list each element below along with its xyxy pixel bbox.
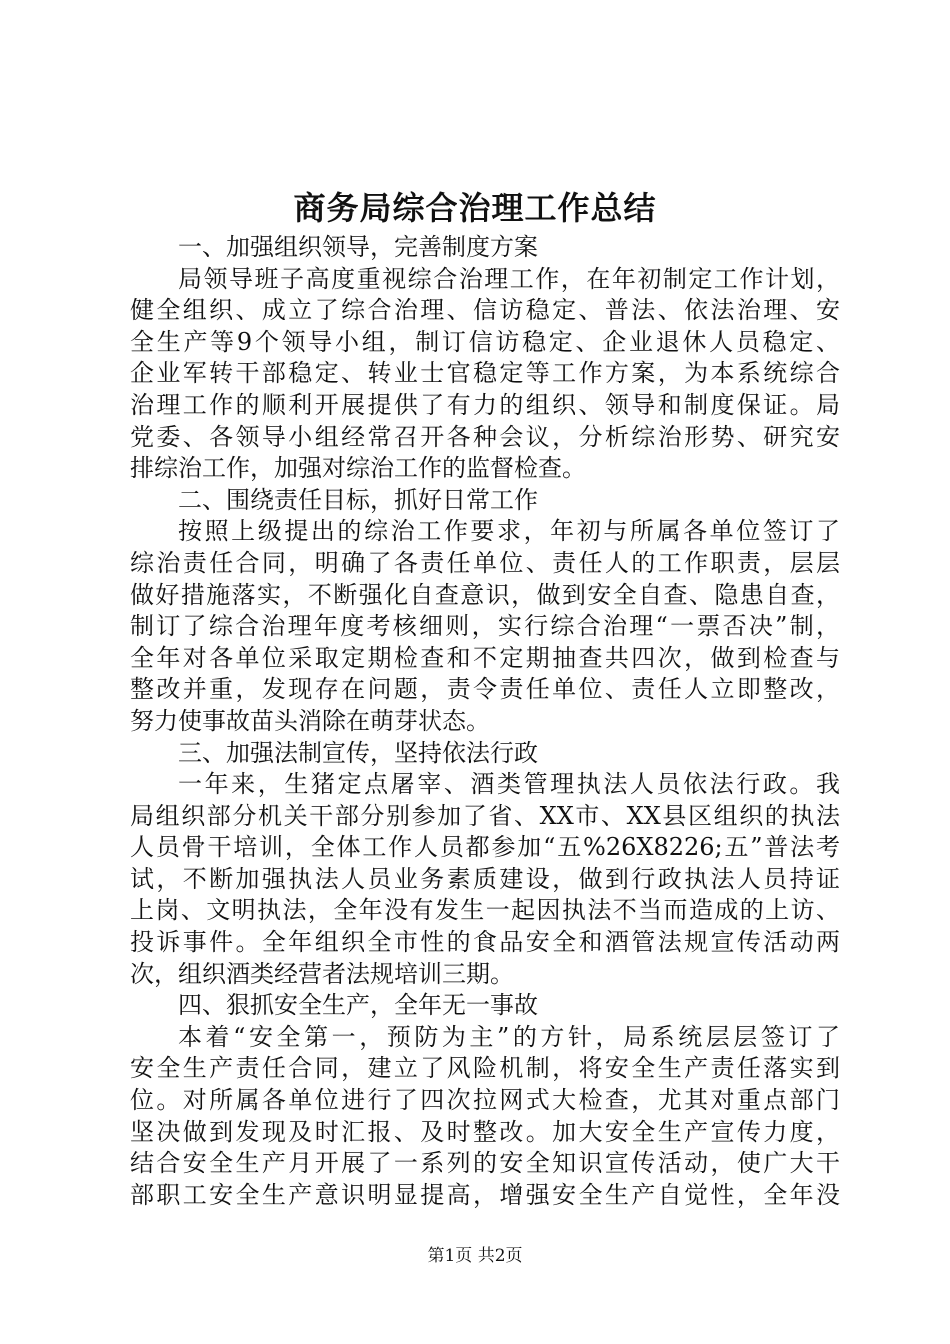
paragraph-line: 制订了综合治理年度考核细则，实行综合治理“一票否决”制， bbox=[130, 612, 840, 641]
paragraph-line: 位。对所属各单位进行了四次拉网式大检查，尤其对重点部门 bbox=[130, 1086, 840, 1115]
paragraph-line: 本着“安全第一，预防为主”的方针，局系统层层签订了 bbox=[178, 1022, 840, 1051]
section-heading: 二、围绕责任目标，抓好日常工作 bbox=[178, 485, 538, 514]
paragraph-line: 局领导班子高度重视综合治理工作，在年初制定工作计划， bbox=[178, 264, 840, 293]
document-title: 商务局综合治理工作总结 bbox=[293, 189, 657, 227]
paragraph-line: 全年对各单位采取定期检查和不定期抽查共四次，做到检查与 bbox=[130, 643, 840, 672]
paragraph-line: 结合安全生产月开展了一系列的安全知识宣传活动，使广大干 bbox=[130, 1149, 840, 1178]
paragraph-line: 党委、各领导小组经常召开各种会议，分析综治形势、研究安 bbox=[130, 422, 840, 451]
page-footer: 第1页 共2页 bbox=[427, 1246, 523, 1266]
section-heading: 三、加强法制宣传，坚持依法行政 bbox=[178, 738, 538, 767]
paragraph-line: 一年来，生猪定点屠宰、酒类管理执法人员依法行政。我 bbox=[178, 770, 840, 799]
paragraph-line: 企业军转干部稳定、转业士官稳定等工作方案，为本系统综合 bbox=[130, 359, 840, 388]
paragraph-line: 次，组织酒类经营者法规培训三期。 bbox=[130, 959, 514, 988]
paragraph-line: 按照上级提出的综治工作要求，年初与所属各单位签订了 bbox=[178, 517, 840, 546]
paragraph-line: 局组织部分机关干部分别参加了省、XX市、XX县区组织的执法 bbox=[130, 801, 840, 830]
paragraph-line: 上岗、文明执法，全年没有发生一起因执法不当而造成的上访、 bbox=[130, 896, 840, 925]
paragraph-line: 安全生产责任合同，建立了风险机制，将安全生产责任落实到 bbox=[130, 1054, 840, 1083]
paragraph-line: 综治责任合同，明确了各责任单位、责任人的工作职责，层层 bbox=[130, 548, 840, 577]
paragraph-line: 做好措施落实，不断强化自查意识，做到安全自查、隐患自查， bbox=[130, 580, 840, 609]
paragraph-line: 健全组织、成立了综合治理、信访稳定、普法、依法治理、安 bbox=[130, 296, 840, 325]
paragraph-line: 投诉事件。全年组织全市性的食品安全和酒管法规宣传活动两 bbox=[130, 928, 840, 957]
paragraph-line: 全生产等9个领导小组，制订信访稳定、企业退休人员稳定、 bbox=[130, 327, 840, 356]
document-body bbox=[130, 232, 840, 1211]
paragraph-line: 努力使事故苗头消除在萌芽状态。 bbox=[130, 706, 490, 735]
paragraph-line: 人员骨干培训，全体工作人员都参加“五%26X8226;五”普法考 bbox=[130, 833, 840, 862]
paragraph-line: 部职工安全生产意识明显提高，增强安全生产自觉性，全年没 bbox=[130, 1180, 840, 1209]
paragraph-line: 坚决做到发现及时汇报、及时整改。加大安全生产宣传力度， bbox=[130, 1117, 840, 1146]
paragraph-line: 治理工作的顺利开展提供了有力的组织、领导和制度保证。局 bbox=[130, 390, 840, 419]
section-heading: 一、加强组织领导，完善制度方案 bbox=[178, 233, 538, 261]
paragraph-line: 试，不断加强执法人员业务素质建设，做到行政执法人员持证 bbox=[130, 864, 840, 893]
section-heading: 四、狠抓安全生产，全年无一事故 bbox=[178, 991, 538, 1020]
paragraph-line: 整改并重，发现存在问题，责令责任单位、责任人立即整改， bbox=[130, 675, 840, 704]
paragraph-line: 排综治工作，加强对综治工作的监督检查。 bbox=[130, 454, 586, 483]
